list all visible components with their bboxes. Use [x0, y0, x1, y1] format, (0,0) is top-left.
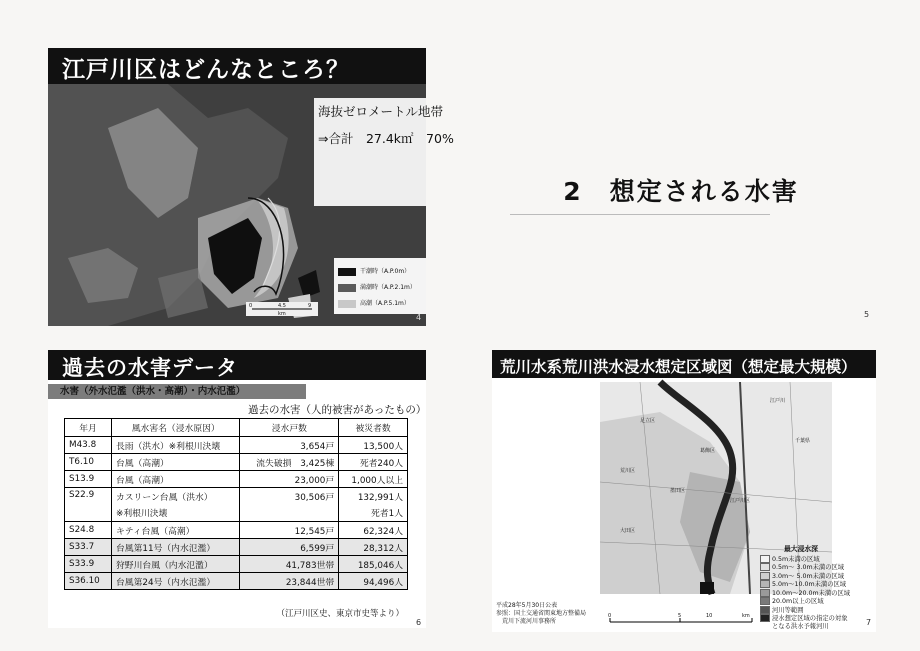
map-scale-bar [246, 302, 318, 316]
map-notes [496, 602, 586, 626]
scale-unit: km [278, 311, 286, 317]
legend-item: 0.5m～ 3.0m未満の区域 [760, 563, 872, 572]
legend-swatch [338, 284, 356, 292]
victims-cell: 13,500人 [339, 437, 408, 454]
map-label: 足立区 [640, 418, 656, 424]
note-line: 参照：国土交通省関東地方整備局 [496, 610, 587, 617]
disaster-name-cell: キティ台風（高潮） [112, 522, 240, 539]
map-label: 江戸川区 [730, 498, 751, 504]
table-row [65, 437, 408, 454]
legend-item: 河川等範囲 [760, 606, 872, 615]
legend-item: 20.0m以上の区域 [760, 597, 872, 606]
victims-cell: 1,000人以上 [339, 471, 408, 488]
legend-swatch [338, 300, 356, 308]
column-header: 年月 [65, 419, 112, 437]
legend-swatch [760, 606, 770, 614]
year-cell: M43.8 [65, 437, 112, 454]
map-label: 墨田区 [670, 488, 686, 494]
note-line: 平成28年5月30日公表 [496, 602, 558, 609]
page-number: 7 [866, 618, 872, 627]
year-cell: S24.8 [65, 522, 112, 539]
legend-swatch [760, 614, 770, 622]
map-annotation-line: 海抜ゼロメートル地帯 [318, 104, 444, 119]
legend-swatch [760, 580, 770, 588]
year-cell: S33.7 [65, 539, 112, 556]
disaster-name: カスリーン台風（洪水） [116, 493, 213, 503]
legend-swatch [338, 268, 356, 276]
victims-value: 132,991人 [357, 493, 403, 503]
slide-title-bar [48, 48, 426, 84]
legend-swatch [760, 597, 770, 605]
houses-cell: 流失破損 3,425棟 [240, 454, 339, 471]
map-label: 葛飾区 [700, 448, 716, 454]
map-scale-bar [606, 612, 756, 626]
scale-tick: 9 [308, 303, 312, 309]
table-row [65, 522, 408, 539]
table-row [65, 539, 408, 556]
scale-tick: 0 [608, 613, 612, 619]
legend-item: 3.0m～ 5.0m未満の区域 [760, 572, 872, 581]
table-header-row [65, 419, 408, 437]
victims-cell [339, 488, 408, 522]
slide-title: 荒川水系荒川洪水浸水想定区域図（想定最大規模） [500, 358, 857, 376]
victims-cell: 28,312人 [339, 539, 408, 556]
houses-cell: 3,654戸 [240, 437, 339, 454]
map-label: 大田区 [620, 528, 636, 534]
slide-past-flood-data [48, 350, 426, 628]
flood-history-table [64, 418, 408, 590]
page-number: 6 [416, 618, 422, 627]
section-heading: 2 想定される水害 [563, 177, 799, 206]
legend-item: 高潮（A.P.5.1m） [338, 298, 410, 308]
scale-tick: 5 [678, 613, 682, 619]
scale-tick: 10 [706, 613, 713, 619]
map-annotation-line: ⇒合計 27.4k㎡ 70% [318, 131, 454, 146]
heading-underline [510, 214, 770, 215]
slide-arakawa-flood-map [492, 350, 876, 632]
legend-item: 浸水想定区域の指定の対象 [760, 614, 872, 623]
victims-cell: 185,046人 [339, 556, 408, 573]
map-label: 千葉県 [795, 438, 811, 444]
legend-swatch [760, 589, 770, 597]
slide-edogawa-overview [48, 48, 454, 326]
year-cell: T6.10 [65, 454, 112, 471]
victims-cell: 94,496人 [339, 573, 408, 590]
deaths-value: 死者1人 [371, 509, 403, 519]
map-label: 荒川区 [620, 468, 636, 474]
legend-item: 5.0m～10.0m未満の区域 [760, 580, 872, 589]
slide-title-bar [48, 350, 426, 380]
houses-cell: 23,000戸 [240, 471, 339, 488]
table-caption: 過去の水害（人的被害があったもの） [248, 404, 427, 416]
houses-cell: 12,545戸 [240, 522, 339, 539]
victims-cell: 死者240人 [339, 454, 408, 471]
page-number: 5 [864, 310, 870, 319]
depth-legend [760, 546, 872, 628]
year-cell: S36.10 [65, 573, 112, 590]
disaster-name-cell: 狩野川台風（内水氾濫） [112, 556, 240, 573]
disaster-name-cell [112, 488, 240, 522]
legend-item: 満潮時（A.P.2.1m） [338, 282, 416, 292]
table-row [65, 488, 408, 522]
slide-title-bar [492, 350, 876, 378]
disaster-note: ※利根川決壊 [116, 509, 168, 519]
table-row [65, 454, 408, 471]
slide-title: 江戸川区はどんなところ？ [62, 57, 350, 83]
table-row [65, 573, 408, 590]
disaster-name-cell: 台風第24号（内水氾濫） [112, 573, 240, 590]
year-cell: S33.9 [65, 556, 112, 573]
year-cell: S13.9 [65, 471, 112, 488]
scale-unit: km [742, 613, 750, 619]
year-cell: S22.9 [65, 488, 112, 522]
legend-swatch [760, 563, 770, 571]
table-row [65, 556, 408, 573]
legend-swatch [760, 572, 770, 580]
disaster-name-cell: 台風（高潮） [112, 454, 240, 471]
legend-item: 0.5m未満の区域 [760, 555, 872, 564]
disaster-name-cell: 台風第11号（内水氾濫） [112, 539, 240, 556]
legend-swatch [760, 555, 770, 563]
houses-cell: 6,599戸 [240, 539, 339, 556]
map-annotation [314, 98, 454, 206]
victims-cell: 62,324人 [339, 522, 408, 539]
column-header: 浸水戸数 [240, 419, 339, 437]
legend-item: 10.0m～20.0m未満の区域 [760, 589, 872, 598]
table-source: （江戸川区史、東京市史等より） [276, 609, 404, 619]
legend-title: 最大浸水深 [784, 545, 818, 553]
column-header: 風水害名（浸水原因） [112, 419, 240, 437]
slide-title: 過去の水害データ [62, 356, 238, 380]
houses-cell: 30,506戸 [240, 488, 339, 522]
slide-subtitle: 水害（外水氾濫（洪水・高潮）・内水氾濫） [48, 384, 306, 399]
slide-section-title [486, 48, 876, 326]
page-number: 4 [416, 313, 422, 322]
note-line: 荒川下流河川事務所 [496, 618, 557, 625]
map-label: 江戸川 [770, 398, 786, 404]
disaster-name-cell: 台風（高潮） [112, 471, 240, 488]
column-header: 被災者数 [339, 419, 408, 437]
map-legend [334, 258, 426, 314]
legend-item: 干潮時（A.P.0m） [338, 266, 410, 276]
houses-cell: 23,844世帯 [240, 573, 339, 590]
houses-cell: 41,783世帯 [240, 556, 339, 573]
disaster-name-cell: 長雨（洪水）※利根川決壊 [112, 437, 240, 454]
legend-item: となる洪水予報河川 [772, 622, 829, 630]
scale-tick: 0 [249, 303, 253, 309]
scale-tick: 4.5 [278, 303, 286, 309]
table-row [65, 471, 408, 488]
